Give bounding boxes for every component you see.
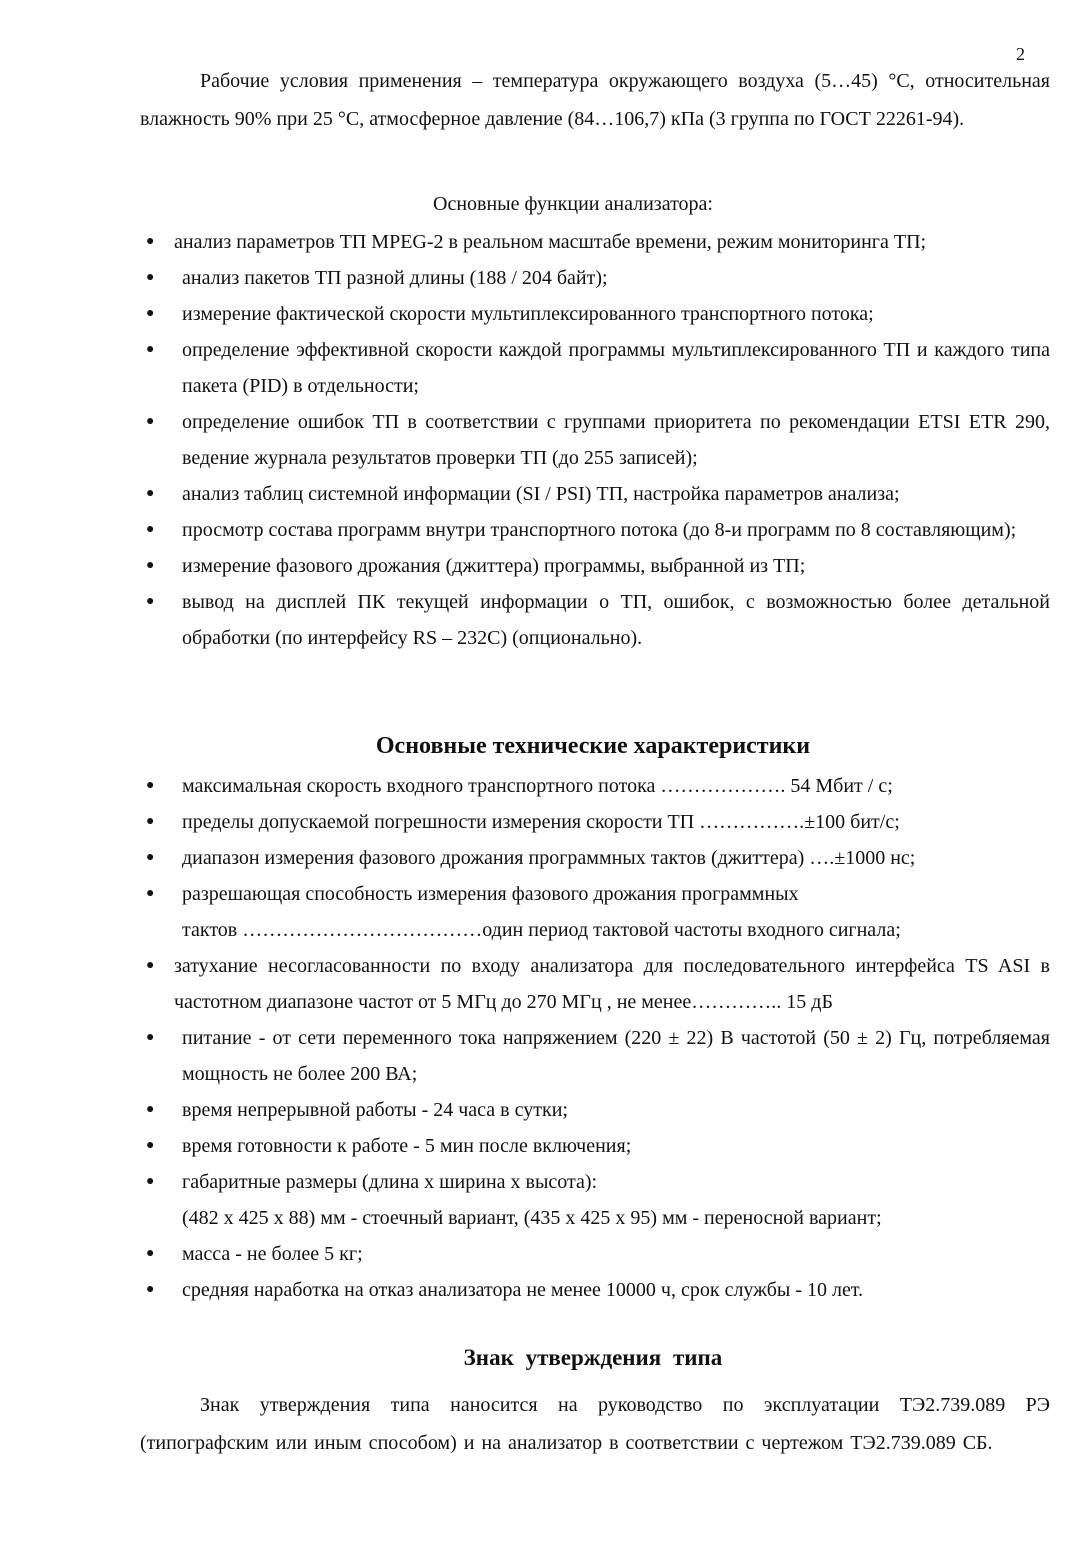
intro-paragraph: Рабочие условия применения – температура окружающего воздуха (5…45) °С, относительная влажность 90% при 25 °С, атмосферное давление (84…106,7) кПа (3 группа по ГОСТ 22261-94). <box>140 70 1050 130</box>
functions-heading: Основные функции анализатора: <box>433 193 713 215</box>
list-item: ● питание - от сети переменного тока напряжением (220 ± 22) В частотой (50 ± 2) Гц, потребляемая мощность не более 200 ВА; <box>146 1027 1050 1085</box>
approval-paragraph: Знак утверждения типа наносится на руководство по эксплуатации ТЭ2.739.089 РЭ (типографским или иным способом) и на анализатор в соответствии с чертежом ТЭ2.739.089 СБ. <box>140 1394 1050 1454</box>
functions-list <box>140 224 1050 656</box>
spec-resolution-continuation: тактов ………………………………один период тактовой частоты входного сигнала; <box>182 919 901 941</box>
list-item: ● измерение фактической скорости мультиплексированного транспортного потока; <box>146 303 874 325</box>
list-item: ● определение эффективной скорости каждой программы мультиплексированного ТП и каждого типа пакета (PID) в отдельности; <box>146 339 1050 397</box>
list-item: ● диапазон измерения фазового дрожания программных тактов (джиттера) ….±1000 нс; <box>146 847 916 869</box>
approval-heading: Знак утверждения типа <box>463 1345 723 1370</box>
list-item: ● время готовности к работе - 5 мин после включения; <box>146 1135 632 1157</box>
list-item: ● затухание несогласованности по входу анализатора для последовательного интерфейса TS ASI в частотном диапазоне частот от 5 МГц до 270 МГц , не менее………….. 15 дБ <box>146 955 1050 1013</box>
list-item: ● разрешающая способность измерения фазового дрожания программных тактов ………………………………один период тактовой частоты входного сигнала; <box>140 876 1050 948</box>
list-item: ● просмотр состава программ внутри транспортного потока (до 8-и программ по 8 составляющим); <box>146 519 1017 541</box>
intro-block <box>140 62 1050 138</box>
list-item: ● определение ошибок ТП в соответствии с группами приоритета по рекомендации ETSI ETR 290, ведение журнала результатов проверки ТП (до 255 записей); <box>146 411 1050 469</box>
list-item: ● время непрерывной работы - 24 часа в сутки; <box>146 1099 568 1121</box>
specs-list <box>140 768 1050 1308</box>
specs-list-block <box>140 768 1050 1308</box>
list-item: ● измерение фазового дрожания (джиттера) программы, выбранной из ТП; <box>146 555 806 577</box>
approval-block <box>140 1386 1050 1462</box>
list-item: ● анализ пакетов ТП разной длины (188 / 204 байт); <box>146 267 608 289</box>
spec-dimensions-continuation: (482 х 425 х 88) мм - стоечный вариант, (435 х 425 х 95) мм - переносной вариант; <box>182 1207 882 1229</box>
list-item: ● анализ параметров ТП MPEG-2 в реальном масштабе времени, режим мониторинга ТП; <box>146 231 927 253</box>
list-item: ● средняя наработка на отказ анализатора не менее 10000 ч, срок службы - 10 лет. <box>146 1279 864 1301</box>
list-item: ● анализ таблиц системной информации (SI / PSI) ТП, настройка параметров анализа; <box>146 483 900 505</box>
list-item: ● пределы допускаемой погрешности измерения скорости ТП …………….±100 бит/с; <box>146 811 900 833</box>
functions-list-block <box>140 224 1050 656</box>
list-item: ● габаритные размеры (длина х ширина х высота): (482 х 425 х 88) мм - стоечный вариант, (435 х 425 х 95) мм - переносной вариант; <box>140 1164 1050 1236</box>
list-item: ● масса - не более 5 кг; <box>146 1243 363 1265</box>
list-item: ● вывод на дисплей ПК текущей информации о ТП, ошибок, с возможностью более детальной обработки (по интерфейсу RS – 232С) (опционально). <box>146 591 1050 649</box>
page-number: 2 <box>1016 44 1025 64</box>
list-item: ● максимальная скорость входного транспортного потока ………………. 54 Мбит / с; <box>146 775 893 797</box>
specs-heading: Основные технические характеристики <box>375 733 811 759</box>
